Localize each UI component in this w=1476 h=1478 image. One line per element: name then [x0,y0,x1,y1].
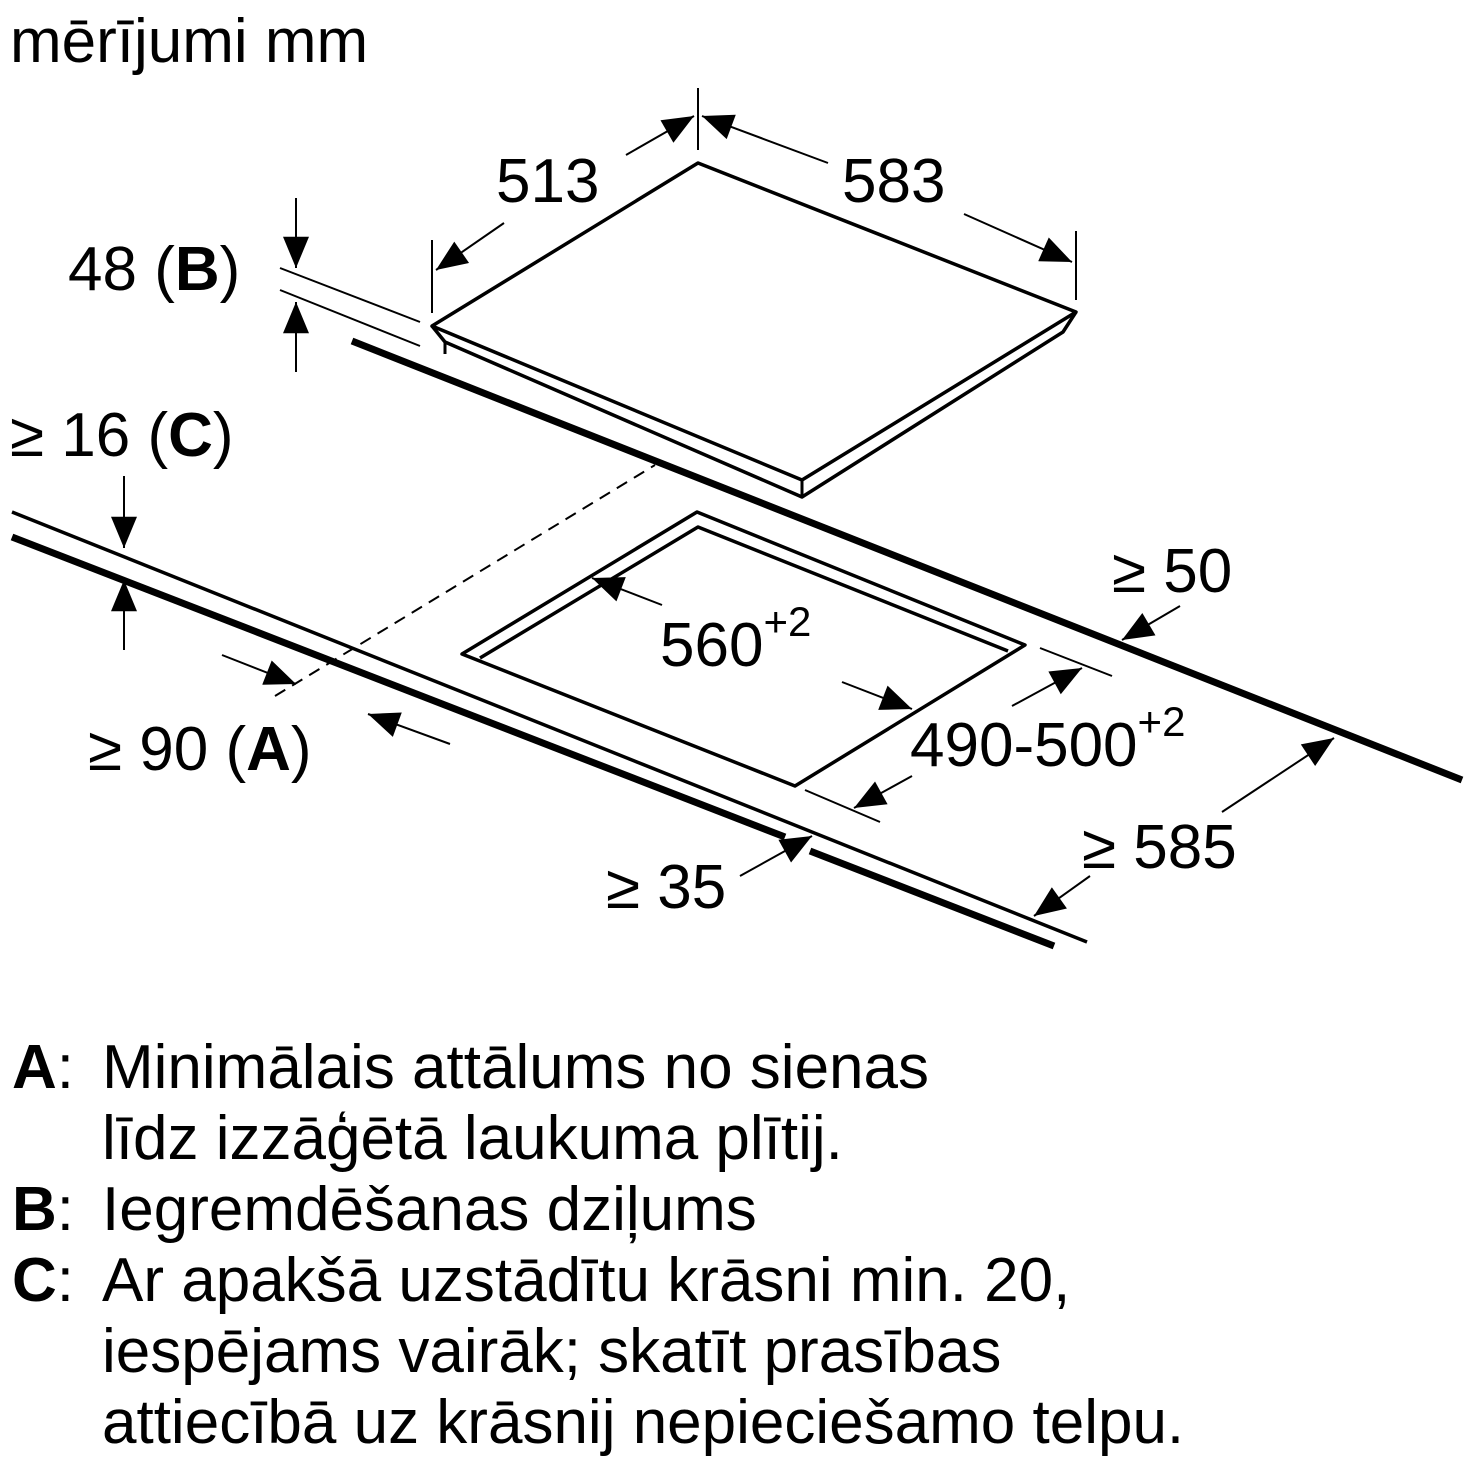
dim-16-label: ≥ 16 (C) [10,401,234,470]
arrow-35 [740,836,812,876]
dim-48-label: 48 (B) [68,235,241,304]
arrow-583-left [702,116,828,163]
arrow-513-left [436,223,504,270]
hob-front-edge [432,312,1076,497]
legend-key: B: [12,1175,75,1244]
legend-item-a [12,1032,1462,1174]
dim-90-label: ≥ 90 (A) [88,715,312,784]
arrow-490-top [1012,668,1082,706]
dim-490-label: $490-500^{+2}$ [910,698,1186,780]
legend-item-c [12,1245,1462,1458]
legend-text-line: Minimālais attālums no sienas [102,1033,930,1102]
dim-585-label: ≥ 585 [1082,813,1237,882]
dim-50-label: ≥ 50 [1112,537,1233,606]
legend-text-line: attiecībā uz krāsnij nepieciešamo telpu. [102,1388,1185,1457]
legend-text-line: Ar apakšā uzstādītu krāsni min. 20, [102,1246,1071,1315]
arrow-90-right [368,714,450,744]
arrow-560-right [842,682,912,709]
legend-text-line: iespējams vairāk; skatīt prasības [102,1317,1002,1386]
arrow-513-right [626,116,694,155]
dim-583-label: 583 [842,147,946,216]
dim-560-label: $560^{+2}$ [660,598,812,680]
arrow-585-top [1222,738,1334,812]
legend-text-line: līdz izzāģētā laukuma plītij. [102,1104,843,1173]
legend-key: A: [12,1033,75,1102]
dimension-arrows [124,116,1334,916]
units-title: mērījumi mm [10,7,369,76]
legend-item-b [12,1174,1462,1245]
legend [12,1032,1462,1458]
legend-text-line: Iegremdēšanas dziļums [102,1175,757,1244]
legend-key: C: [12,1246,75,1315]
arrow-583-right [964,214,1072,262]
arrow-490-bottom [854,776,912,808]
arrow-560-left [592,578,662,605]
worktop-bottom-edge-right [810,851,1054,946]
worktop-bottom-edge [12,537,785,837]
arrow-585-bottom [1034,876,1090,916]
arrow-50 [1122,606,1180,640]
dim-513-label: 513 [496,147,600,216]
dim-35-label: ≥ 35 [606,853,727,922]
arrow-90-left [222,655,296,684]
